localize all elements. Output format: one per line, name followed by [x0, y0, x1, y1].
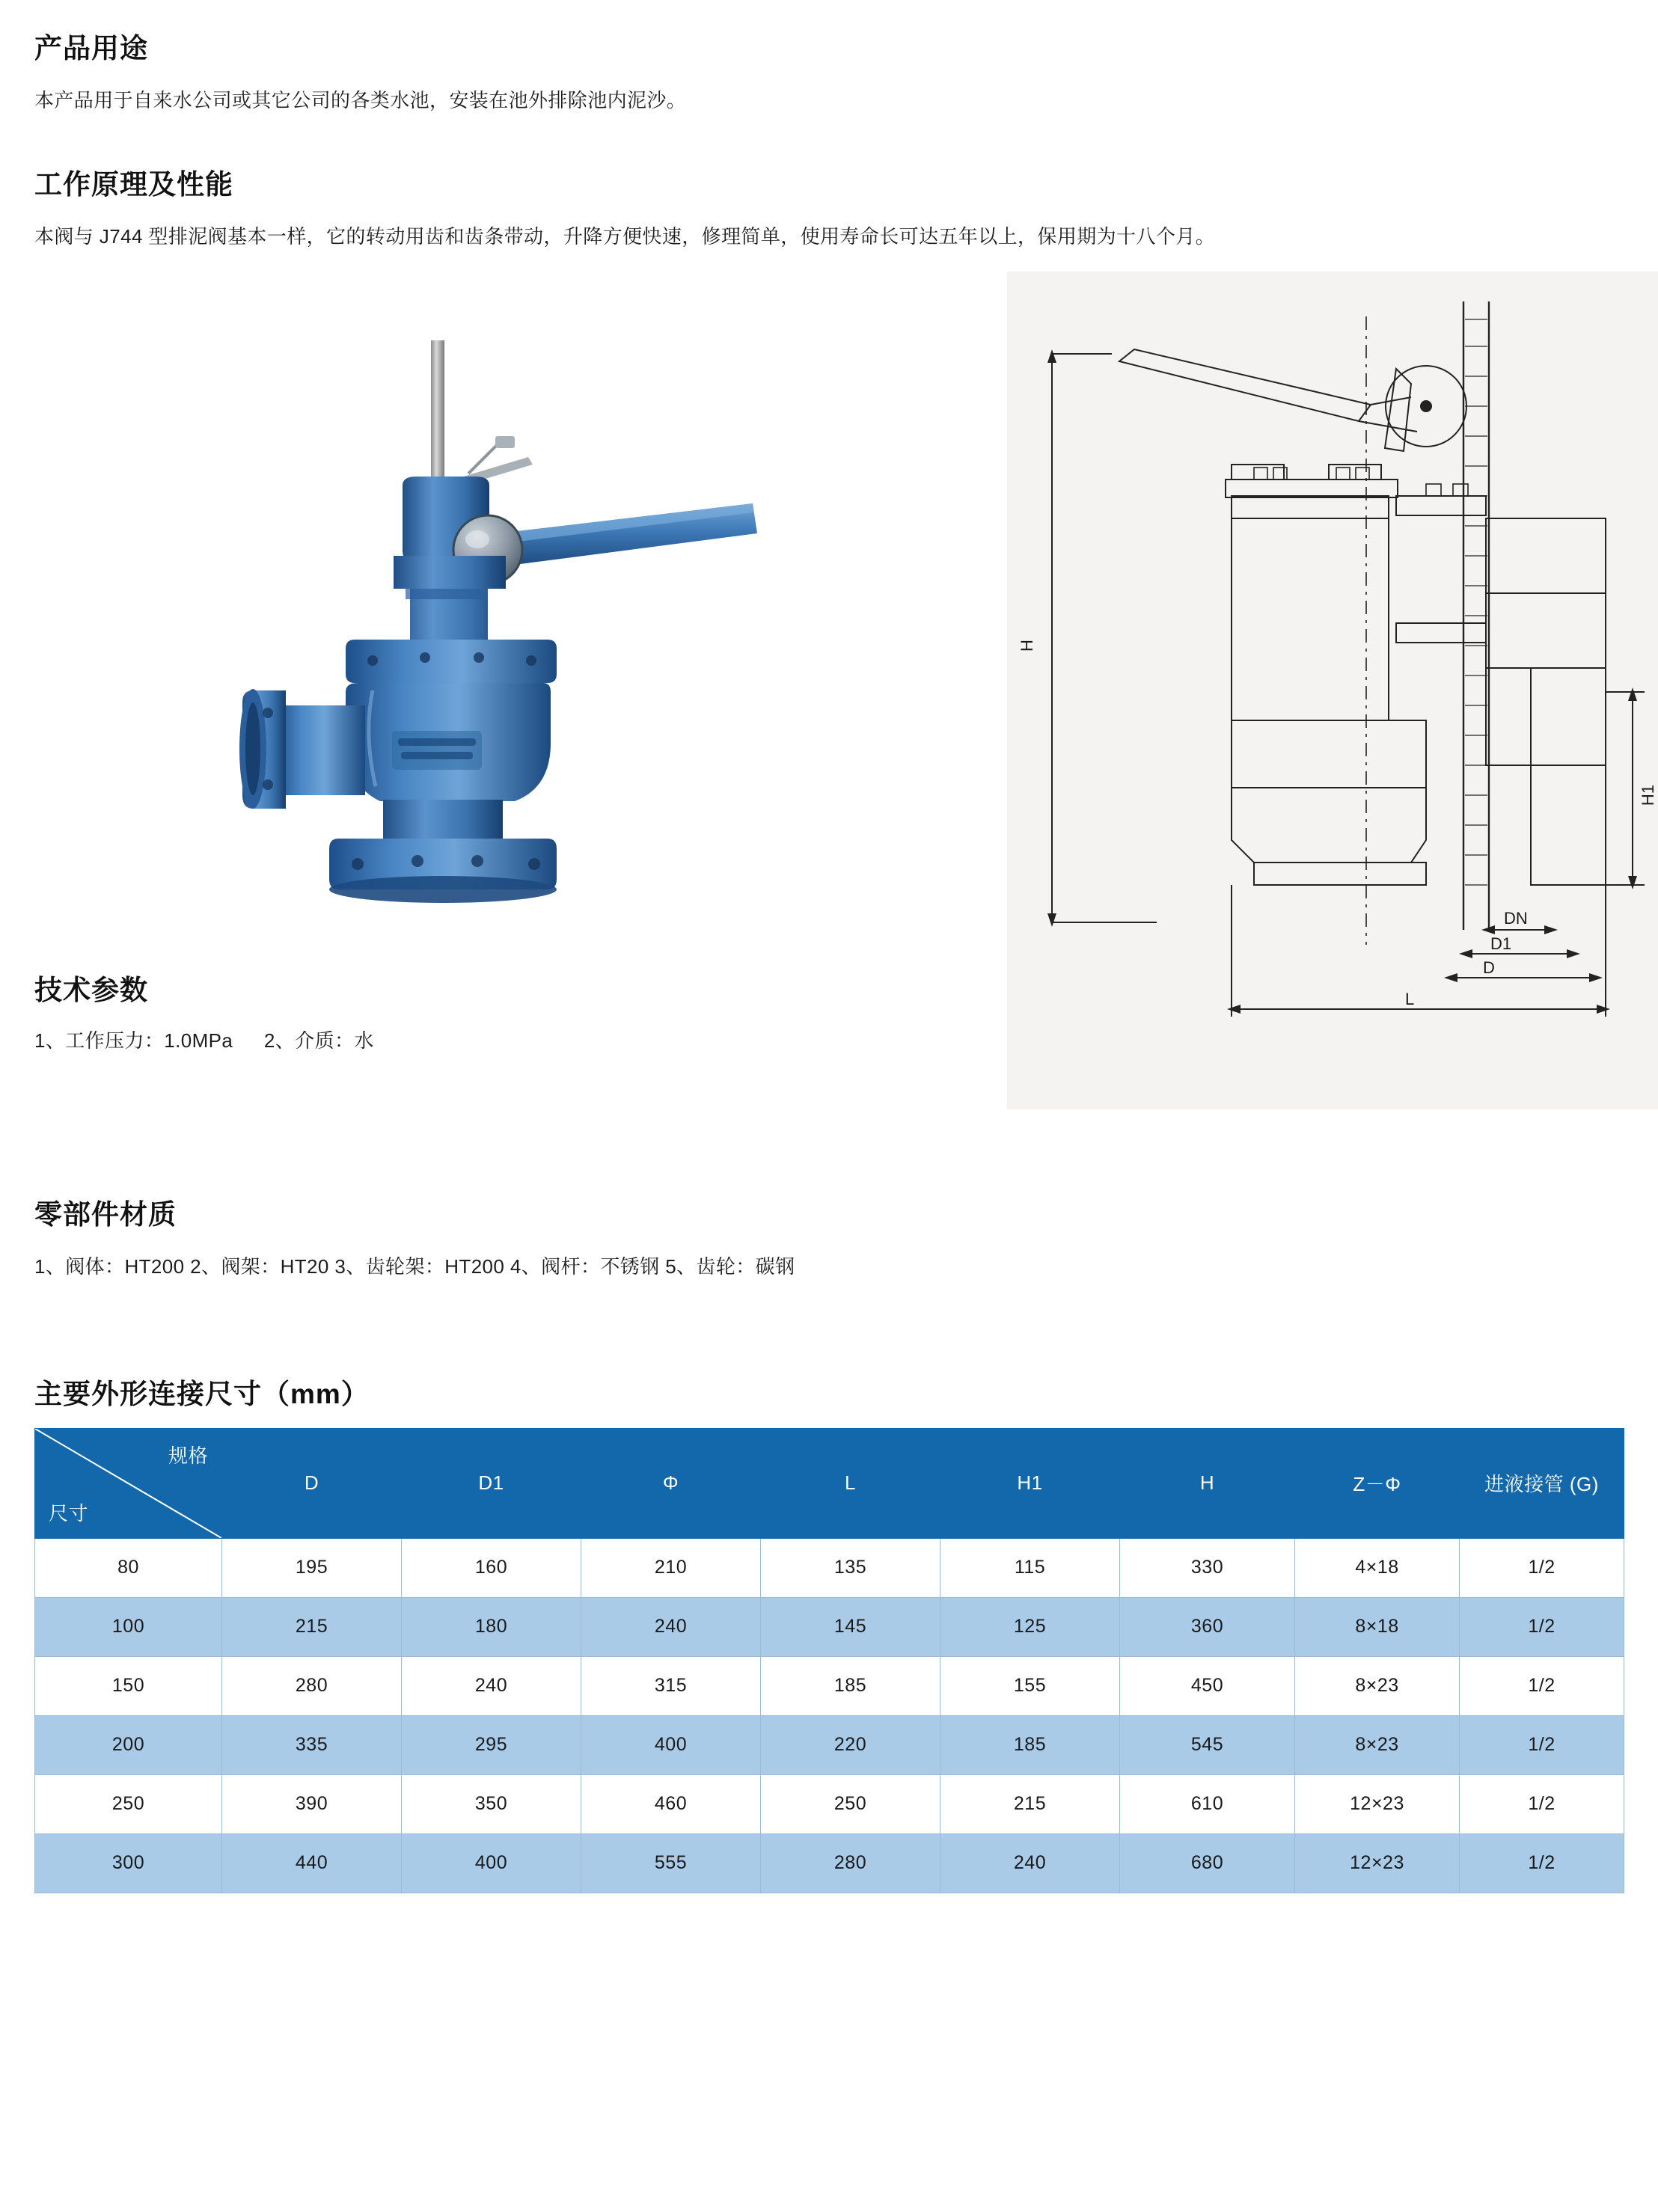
section-title-working-principle: 工作原理及性能: [34, 168, 233, 200]
figures-area: [34, 287, 1657, 1079]
table-cell-d1: 160: [402, 1538, 581, 1597]
section-working-principle: [34, 162, 1624, 253]
table-row: [35, 1715, 1624, 1774]
table-cell-size: 150: [35, 1656, 222, 1715]
table-header-inlet-pipe: 进液接管 (G): [1460, 1428, 1624, 1538]
table-cell-inlet-pipe: 1/2: [1460, 1656, 1624, 1715]
section-technical-parameters: [34, 967, 902, 1057]
table-cell-d: 195: [222, 1538, 402, 1597]
drawing-label-d1: D1: [1490, 934, 1512, 954]
table-cell-z-phi: 12×23: [1295, 1774, 1460, 1833]
table-cell-phi: 400: [581, 1715, 761, 1774]
product-photo: [79, 287, 857, 975]
table-cell-phi: 555: [581, 1833, 761, 1893]
table-cell-size: 300: [35, 1833, 222, 1893]
table-cell-d: 335: [222, 1715, 402, 1774]
table-cell-h: 450: [1120, 1656, 1295, 1715]
table-header-h1: H1: [940, 1428, 1120, 1538]
table-cell-d: 390: [222, 1774, 402, 1833]
table-header-phi: Φ: [581, 1428, 761, 1538]
table-cell-z-phi: 8×18: [1295, 1597, 1460, 1656]
table-cell-size: 80: [35, 1538, 222, 1597]
section-body-component-material: 1、阀体：HT200 2、阀架：HT20 3、齿轮架：HT200 4、阀杆：不锈钢 5、齿轮：碳钢: [34, 1255, 795, 1278]
table-cell-inlet-pipe: 1/2: [1460, 1715, 1624, 1774]
table-cell-h: 330: [1120, 1538, 1295, 1597]
section-product-use: [34, 25, 1624, 117]
table-row: [35, 1597, 1624, 1656]
section-body-technical-parameters: 1、工作压力：1.0MPa 2、介质：水: [34, 1029, 374, 1053]
table-cell-h: 360: [1120, 1597, 1295, 1656]
table-cell-h: 545: [1120, 1715, 1295, 1774]
drawing-label-d: D: [1483, 958, 1495, 978]
table-cell-d1: 400: [402, 1833, 581, 1893]
table-cell-h1: 125: [940, 1597, 1120, 1656]
table-row: [35, 1833, 1624, 1893]
table-cell-inlet-pipe: 1/2: [1460, 1597, 1624, 1656]
dimensions-table: [34, 1428, 1624, 1893]
drawing-label-l: L: [1405, 990, 1415, 1009]
table-cell-l: 185: [761, 1656, 940, 1715]
table-header-d1: D1: [402, 1428, 581, 1538]
table-cell-z-phi: 4×18: [1295, 1538, 1460, 1597]
section-body-working-principle: 本阀与 J744 型排泥阀基本一样，它的转动用齿和齿条带动，升降方便快速，修理简单，使用寿命长可达五年以上，保用期为十八个月。: [34, 224, 1216, 248]
section-title-dimensions: 主要外形连接尺寸（mm）: [34, 1378, 370, 1409]
table-cell-l: 280: [761, 1833, 940, 1893]
table-cell-l: 250: [761, 1774, 940, 1833]
table-cell-d: 215: [222, 1597, 402, 1656]
drawing-label-dn: DN: [1504, 909, 1528, 928]
table-cell-size: 100: [35, 1597, 222, 1656]
table-cell-h1: 215: [940, 1774, 1120, 1833]
table-cell-h1: 115: [940, 1538, 1120, 1597]
table-cell-h1: 155: [940, 1656, 1120, 1715]
table-cell-d: 440: [222, 1833, 402, 1893]
table-header-h: H: [1120, 1428, 1295, 1538]
table-corner-header: [35, 1428, 222, 1538]
table-cell-inlet-pipe: 1/2: [1460, 1538, 1624, 1597]
table-cell-phi: 460: [581, 1774, 761, 1833]
drawing-label-h1: H1: [1639, 785, 1657, 806]
table-cell-d: 280: [222, 1656, 402, 1715]
table-cell-size: 200: [35, 1715, 222, 1774]
section-title-component-material: 零部件材质: [34, 1199, 177, 1231]
table-cell-h: 610: [1120, 1774, 1295, 1833]
section-dimensions: [34, 1371, 1624, 1893]
section-title-product-use: 产品用途: [34, 33, 148, 64]
table-cell-d1: 180: [402, 1597, 581, 1656]
table-cell-size: 250: [35, 1774, 222, 1833]
section-component-material: [34, 1192, 1624, 1283]
table-cell-inlet-pipe: 1/2: [1460, 1774, 1624, 1833]
corner-label-dim: 尺寸: [49, 1501, 89, 1525]
table-cell-inlet-pipe: 1/2: [1460, 1833, 1624, 1893]
table-header-z-phi: Z－Φ: [1295, 1428, 1460, 1538]
table-cell-z-phi: 8×23: [1295, 1656, 1460, 1715]
table-cell-phi: 240: [581, 1597, 761, 1656]
table-row: [35, 1774, 1624, 1833]
table-cell-phi: 210: [581, 1538, 761, 1597]
section-body-product-use: 本产品用于自来水公司或其它公司的各类水池，安装在池外排除池内泥沙。: [34, 89, 687, 111]
table-header-l: L: [761, 1428, 940, 1538]
corner-label-spec: 规格: [168, 1444, 208, 1467]
table-cell-z-phi: 8×23: [1295, 1715, 1460, 1774]
table-row: [35, 1656, 1624, 1715]
table-cell-h: 680: [1120, 1833, 1295, 1893]
table-cell-l: 135: [761, 1538, 940, 1597]
table-cell-z-phi: 12×23: [1295, 1833, 1460, 1893]
table-cell-phi: 315: [581, 1656, 761, 1715]
table-cell-h1: 185: [940, 1715, 1120, 1774]
table-row: [35, 1538, 1624, 1597]
table-header-row: [35, 1428, 1624, 1538]
table-cell-h1: 240: [940, 1833, 1120, 1893]
table-cell-d1: 240: [402, 1656, 581, 1715]
technical-drawing: [1007, 272, 1658, 1109]
table-cell-l: 145: [761, 1597, 940, 1656]
table-header-d: D: [222, 1428, 402, 1538]
table-cell-d1: 295: [402, 1715, 581, 1774]
section-title-technical-parameters: 技术参数: [34, 975, 148, 1006]
table-cell-l: 220: [761, 1715, 940, 1774]
drawing-label-h: H: [1018, 640, 1036, 652]
table-cell-d1: 350: [402, 1774, 581, 1833]
